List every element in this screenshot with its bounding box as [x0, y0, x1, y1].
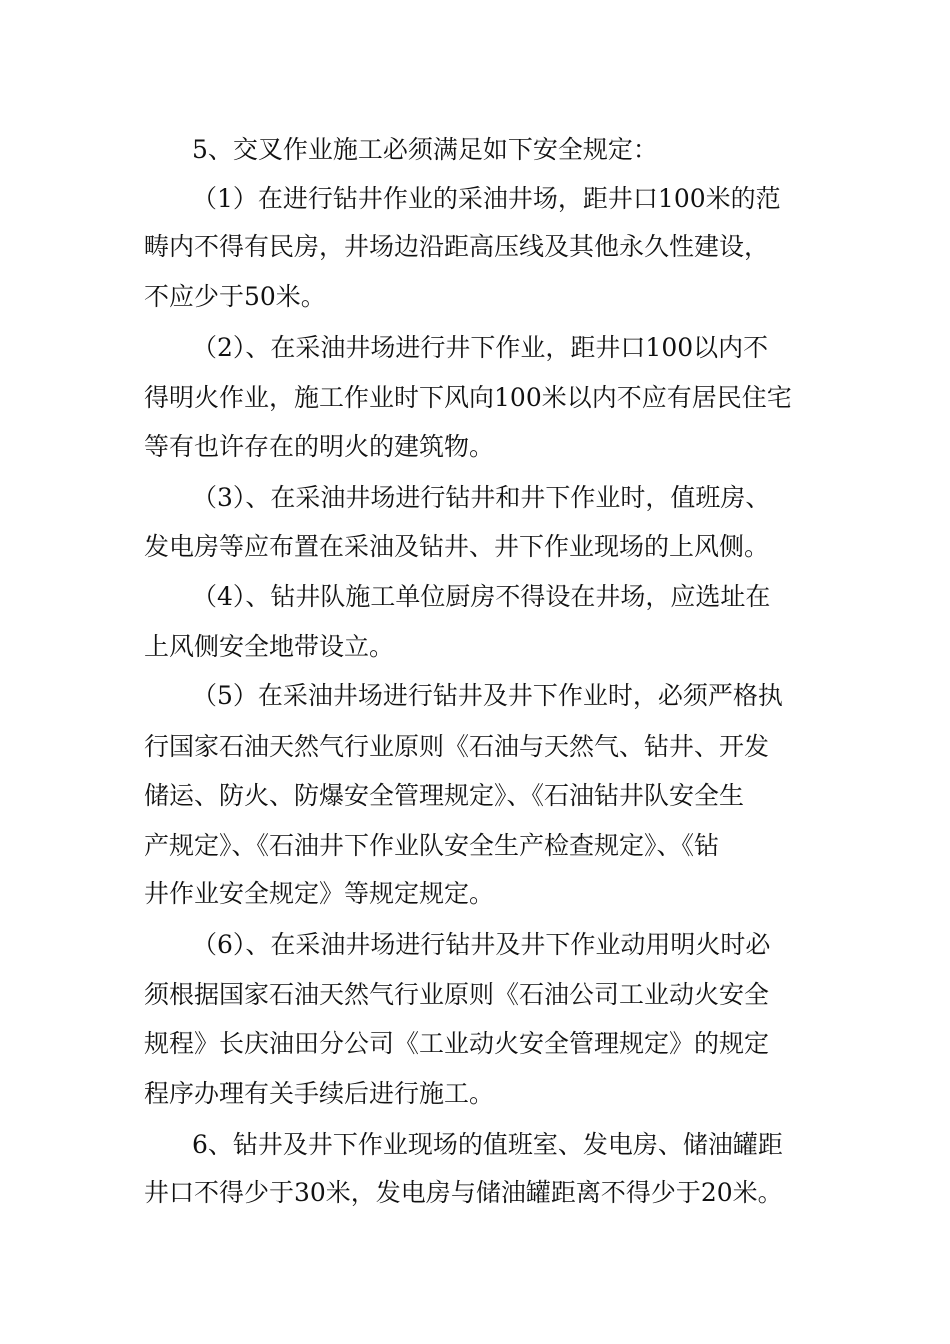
- text-line: 畴内不得有民房，井场边沿距高压线及其他永久性建设，: [144, 232, 770, 261]
- text-line: 产规定》、《石油井下作业队安全生产检查规定》、《钻: [144, 831, 720, 860]
- text-line: （4）、钻井队施工单位厨房不得设在井场，应选址在: [192, 582, 771, 611]
- text-line: 须根据国家石油天然气行业原则《石油公司工业动火安全: [144, 980, 770, 1009]
- text-line: （1）在进行钻井作业的采油井场，距井口100米的范: [192, 184, 781, 213]
- text-line: （3）、在采油井场进行钻井和井下作业时，值班房、: [192, 483, 771, 512]
- text-line: （6）、在采油井场进行钻井及井下作业动用明火时必: [192, 930, 771, 959]
- text-line: 发电房等应布置在采油及钻井、井下作业现场的上风侧。: [144, 532, 770, 561]
- text-line: 程序办理有关手续后进行施工。: [144, 1079, 495, 1108]
- text-line: 6、钻井及井下作业现场的值班室、发电房、储油罐距: [192, 1130, 783, 1159]
- text-line: 行国家石油天然气行业原则《石油与天然气、钻井、开发: [144, 732, 770, 761]
- text-line: 不应少于50米。: [144, 282, 326, 311]
- text-line: （2）、在采油井场进行井下作业，距井口100以内不: [192, 333, 769, 362]
- text-line: 井口不得少于30米，发电房与储油罐距离不得少于20米。: [144, 1178, 783, 1207]
- text-line: 等有也许存在的明火的建筑物。: [144, 432, 495, 461]
- text-line: 5、交叉作业施工必须满足如下安全规定：: [192, 135, 658, 164]
- text-line: 得明火作业，施工作业时下风向100米以内不应有居民住宅: [144, 383, 792, 412]
- text-line: 规程》长庆油田分公司《工业动火安全管理规定》的规定: [144, 1029, 770, 1058]
- text-line: 储运、防火、防爆安全管理规定》、《石油钻井队安全生: [144, 781, 745, 810]
- text-line: 上风侧安全地带设立。: [144, 632, 395, 661]
- text-line: 井作业安全规定》等规定规定。: [144, 879, 495, 908]
- text-line: （5）在采油井场进行钻井及井下作业时，必须严格执: [192, 681, 783, 710]
